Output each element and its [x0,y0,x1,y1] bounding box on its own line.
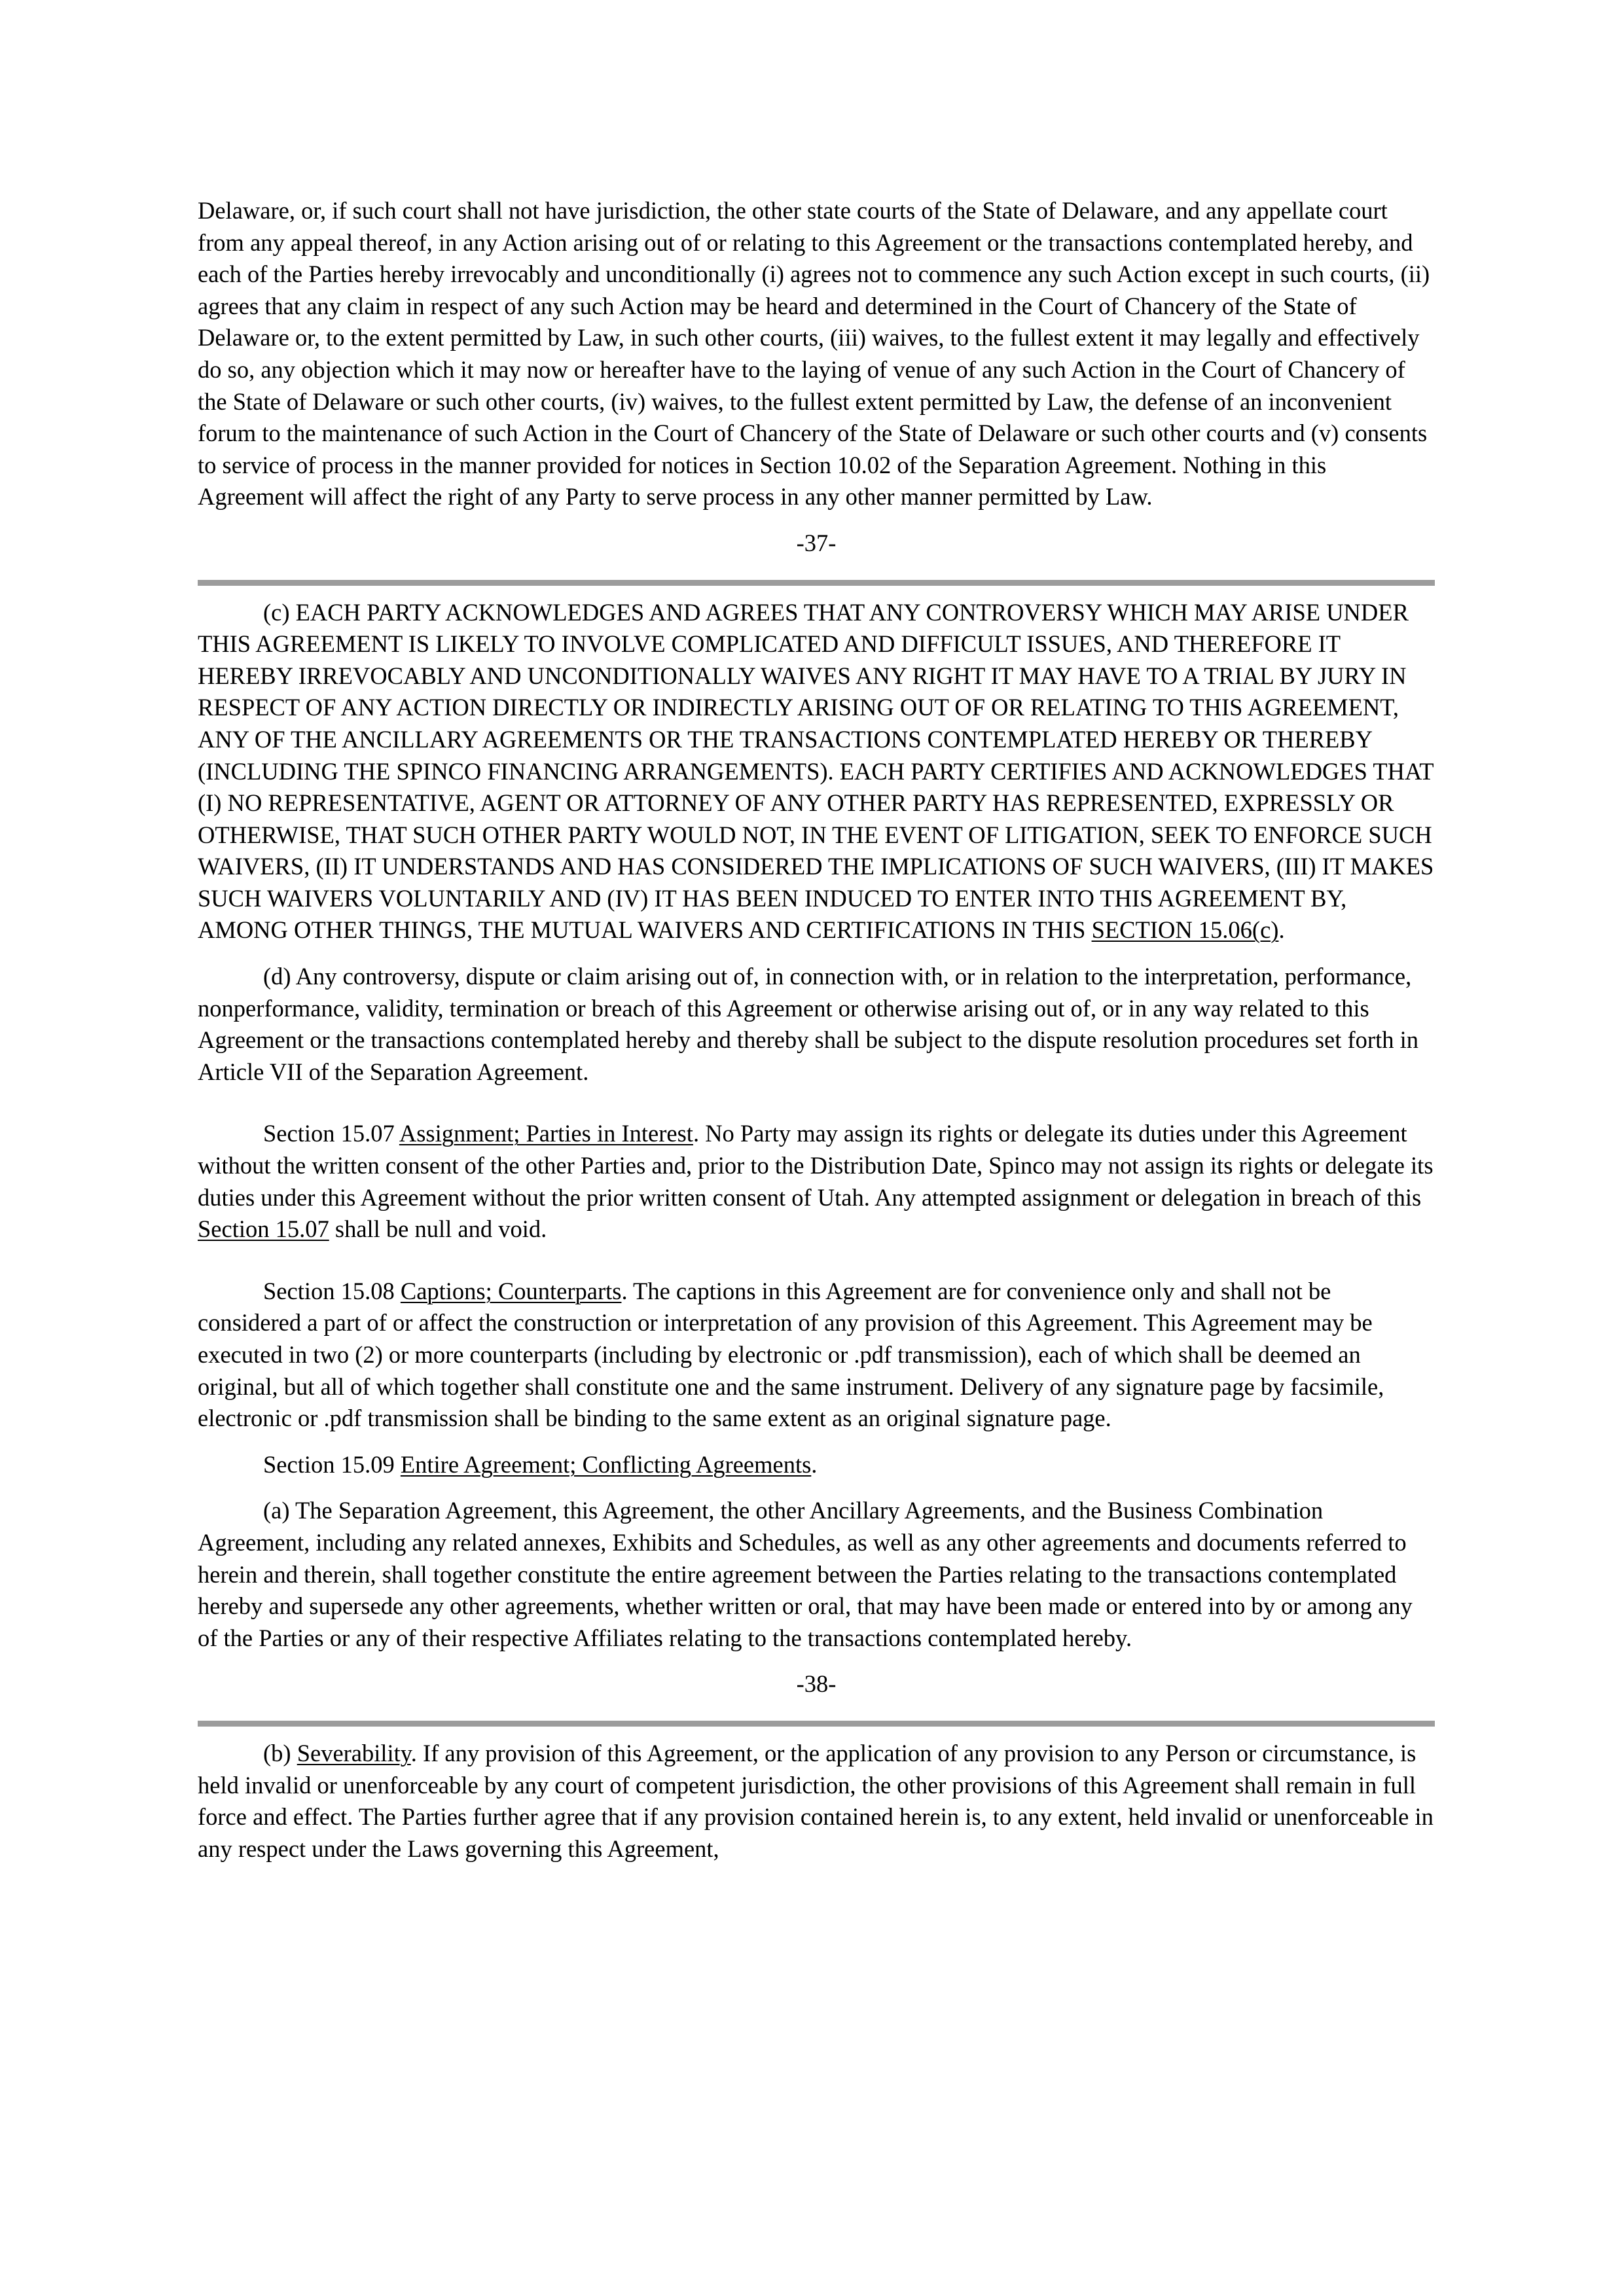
section-15-09-tail: . [811,1450,818,1478]
section-15-08-prefix: Section 15.08 [263,1277,401,1304]
clause-b-prefix: (b) [263,1739,297,1767]
clause-c-text: (c) EACH PARTY ACKNOWLEDGES AND AGREES THAT ANY CONTROVERSY WHICH MAY ARISE UNDER THIS AGREEMENT IS LIKELY TO INVOLVE COMPLICATED AND DIFFICULT ISSUES, AND THEREFORE IT HEREBY IRREVOCABLY AND UNCONDITIONALLY WAIVES ANY RIGHT IT MAY HAVE TO A TRIAL BY JURY IN RESPECT OF ANY ACTION DIRECTLY OR INDIRECTLY ARISING OUT OF OR RELATING TO THIS AGREEMENT, ANY OF THE ANCILLARY AGREEMENTS OR THE TRANSACTIONS CONTEMPLATED HEREBY OR THEREBY (INCLUDING THE SPINCO FINANCING ARRANGEMENTS). EACH PARTY CERTIFIES AND ACKNOWLEDGES THAT (I) NO REPRESENTATIVE, AGENT OR ATTORNEY OF ANY OTHER PARTY HAS REPRESENTED, EXPRESSLY OR OTHERWISE, THAT SUCH OTHER PARTY WOULD NOT, IN THE EVENT OF LITIGATION, SEEK TO ENFORCE SUCH WAIVERS, (II) IT UNDERSTANDS AND HAS CONSIDERED THE IMPLICATIONS OF SUCH WAIVERS, (III) IT MAKES SUCH WAIVERS VOLUNTARILY AND (IV) IT HAS BEEN INDUCED TO ENTER INTO THIS AGREEMENT BY, AMONG OTHER THINGS, THE MUTUAL WAIVERS AND CERTIFICATIONS IN THIS [198,598,1434,944]
section-15-08-heading[interactable]: Captions; Counterparts [400,1277,622,1304]
continuation-paragraph: Delaware, or, if such court shall not have jurisdiction, the other state courts of the State of Delaware, and any appellate court from any appeal thereof, in any Action arising out of or relating to this Agreement or the transactions contemplated hereby, and each of the Parties hereby irrevocably and unconditionally (i) agrees not to commence any such Action except in such courts, (ii) agrees that any claim in respect of any such Action may be heard and determined in the Court of Chancery of the State of Delaware or, to the extent permitted by Law, in such other courts, (iii) waives, to the fullest extent it may legally and effectively do so, any objection which it may now or hereafter have to the laying of venue of any such Action in the Court of Chancery of the State of Delaware or such other courts, (iv) waives, to the fullest extent permitted by Law, the defense of an inconvenient forum to the maintenance of such Action in the Court of Chancery of the State of Delaware or such other courts and (v) consents to service of process in the manner provided for notices in Section 10.02 of the Separation Agreement. Nothing in this Agreement will affect the right of any Party to serve process in any other manner permitted by Law. [198,197,1430,511]
clause-c-jury-waiver [198,597,1435,947]
clause-d-dispute-resolution: (d) Any controversy, dispute or claim arising out of, in connection with, or in relation to the interpretation, performance, nonperformance, validity, termination or breach of this Agreement or otherwise arising out of, or in any way related to this Agreement or the transactions contemplated hereby and thereby shall be subject to the dispute resolution procedures set forth in Article VII of the Separation Agreement. [198,963,1418,1085]
clause-c-tail: . [1278,916,1285,944]
severability-heading[interactable]: Severability [297,1739,411,1767]
section-15-07-heading[interactable]: Assignment; Parties in Interest [399,1120,693,1147]
section-15-07-text: . No Party may assign its rights or delegate its duties under this Agreement without the written consent of the other Parties and, prior to the Distribution Date, Spinco may not assign its rights or delegate its duties under this Agreement without the prior written consent of Utah. Any attempted assignment or delegation in breach of this [198,1120,1434,1211]
section-15-09-prefix: Section 15.09 [263,1450,401,1478]
clause-15-09a-entire-agreement: (a) The Separation Agreement, this Agreement, the other Ancillary Agreements, and the Business Combination Agreement, including any related annexes, Exhibits and Schedules, as well as any other agreements and documents referred to herein and therein, shall together constitute the entire agreement between the Parties relating to the transactions contemplated hereby and supersede any other agreements, whether written or oral, that may have been made or entered into by or among any of the Parties or any of their respective Affiliates relating to the transactions contemplated hereby. [198,1497,1413,1651]
section-15-06c-link[interactable]: SECTION 15.06(c) [1091,916,1279,944]
page-break-rule-37 [198,580,1435,586]
section-15-07-paragraph [198,1118,1435,1245]
section-15-08-paragraph [198,1276,1435,1435]
section-15-07-tail: shall be null and void. [329,1215,547,1243]
section-15-07-link[interactable]: Section 15.07 [198,1215,329,1243]
section-15-08-text: . The captions in this Agreement are for convenience only and shall not be considered a part of or affect the construction or interpretation of any provision of this Agreement. This Agreement may be executed in two (2) or more counterparts (including by electronic or .pdf transmission), each of which shall be deemed an original, but all of which together shall constitute one and the same instrument. Delivery of any signature page by facsimile, electronic or .pdf transmission shall be binding to the same extent as an original signature page. [198,1277,1384,1432]
section-15-09-heading[interactable]: Entire Agreement; Conflicting Agreements [400,1450,812,1478]
page-number-37: -37- [796,529,837,556]
page-break-rule-38 [198,1721,1435,1727]
clause-b-text: . If any provision of this Agreement, or the application of any provision to any Person or circumstance, is held invalid or unenforceable by any court of competent jurisdiction, the other provisions of this Agreement shall remain in full force and effect. The Parties further agree that if any provision contained herein is, to any extent, held invalid or unenforceable in any respect under the Laws governing this Agreement, [198,1739,1434,1862]
clause-15-09b-severability [198,1738,1435,1865]
section-15-09-heading-paragraph [198,1449,1435,1481]
document-page [198,195,1435,1865]
page-number-38: -38- [796,1670,837,1698]
section-15-07-prefix: Section 15.07 [263,1120,399,1147]
